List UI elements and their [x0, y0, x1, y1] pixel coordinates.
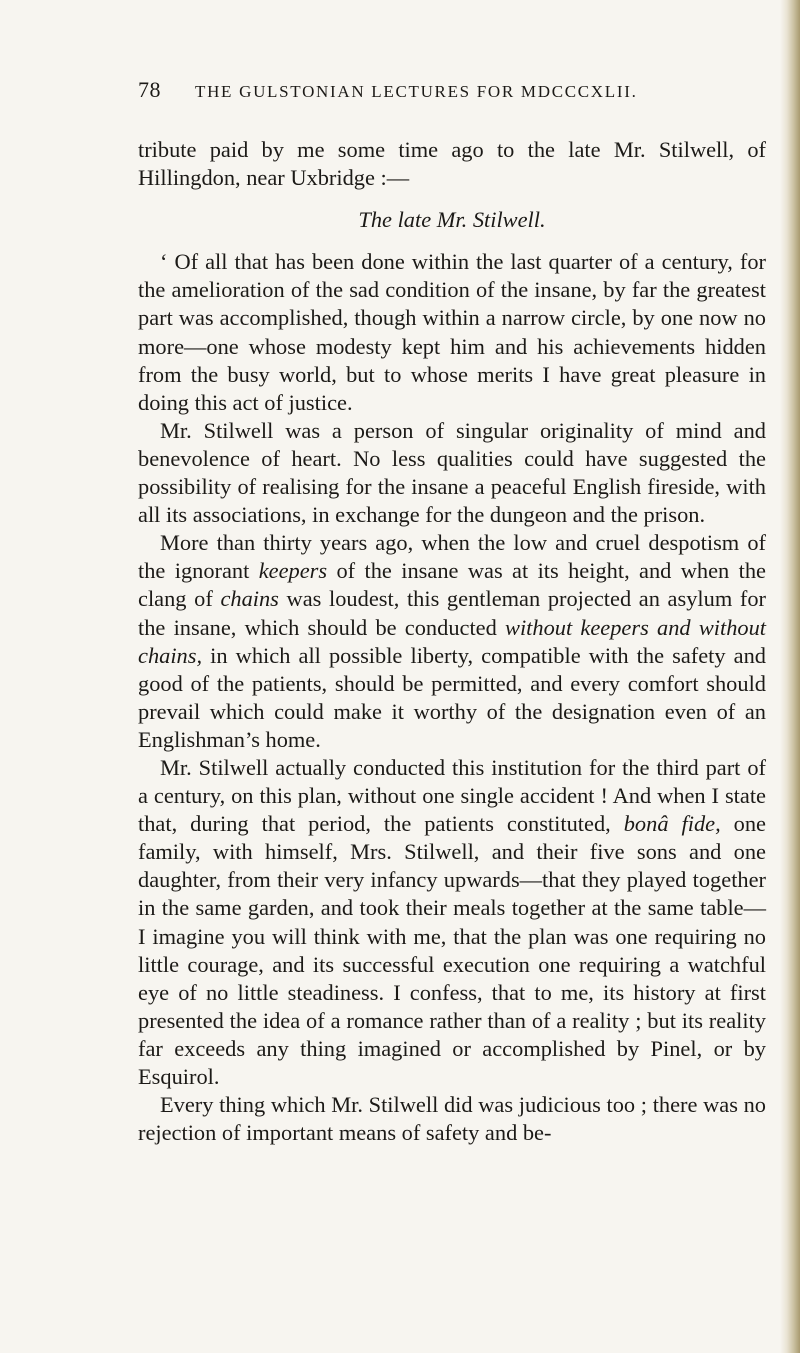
paragraph-2: Mr. Stilwell was a person of singular originality of mind and benevolence of heart. No less qualities could have suggested the possibility of realising for the insane a peaceful English fireside, with all its associations, in exchange for the dungeon and the prison.: [138, 417, 766, 528]
paragraph-3-text-1: More than thirty years ago, when the low and cruel despotism of the ignorant: [138, 530, 766, 584]
page-number: 78: [138, 77, 161, 102]
paragraph-3: [138, 529, 766, 754]
paragraph-5: Every thing which Mr. Stilwell did was judicious too ; there was no rejection of important means of safety and be-: [138, 1092, 766, 1146]
paragraph-4: [138, 754, 766, 1091]
paragraph-3-italic-without: without keepers and without chains,: [138, 614, 766, 668]
paragraph-3-italic-chains: chains: [220, 586, 279, 612]
paragraph-4-text-2: one family, with himself, Mrs. Stilwell, and their five sons and one daughter, from their very infancy upwards—that they played together in the same garden, and took their meals together at the same table— I imagine you will think with me, that the plan was one requiring no little courage, and its successful execution one requiring a watchful eye of no little steadiness. I confess, that to me, its history at first presented the idea of a romance rather than of a reality ; but its reality far exceeds any thing imagined or accomplished by Pinel, or by Esquirol.: [138, 811, 766, 1089]
paragraph-3-text-4: in which all possible liberty, compatible with the safety and good of the patients, should be permitted, and every comfort should prevail which could make it worthy of the designation even of an Englishman’s home.: [138, 642, 766, 752]
paragraph-4-italic-bona-fide: bonâ fide,: [623, 811, 721, 837]
paragraph-3-text-2: of the insane was at its height, and when the clang of: [138, 558, 766, 612]
page-header: [138, 77, 778, 107]
paragraph-3-text-3: was loudest, this gentleman projected an asylum for the insane, which should be conducted: [138, 586, 766, 640]
page-edge-shadow: [780, 0, 800, 1353]
running-head: THE GULSTONIAN LECTURES FOR MDCCCXLII.: [195, 82, 638, 101]
body-text: [138, 136, 766, 1147]
paragraph-3-italic-keepers: keepers: [258, 558, 328, 584]
section-subtitle: The late Mr. Stilwell.: [358, 207, 546, 233]
paragraph-4-text-1: Mr. Stilwell actually conducted this institution for the third part of a century, on this plan, without one single accident ! And when I state that, during that period, the patients constituted,: [138, 754, 766, 837]
intro-paragraph: tribute paid by me some time ago to the late Mr. Stilwell, of Hillingdon, near Uxbridge :—: [138, 137, 766, 191]
paragraph-1: ‘ Of all that has been done within the last quarter of a century, for the amelioration of the sad condition of the insane, by far the greatest part was accomplished, though within a narrow circle, by one now no more—one whose modesty kept him and his achievements hidden from the busy world, but to whose merits I have great pleasure in doing this act of justice.: [138, 249, 766, 415]
